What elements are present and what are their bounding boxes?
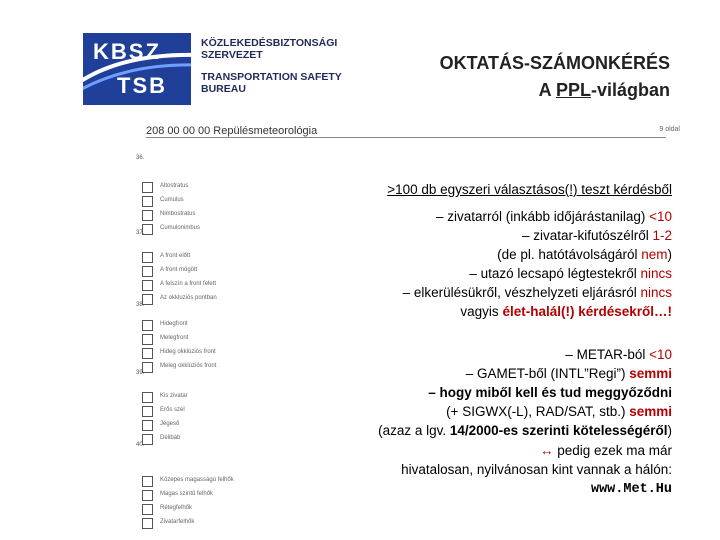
item-text: (+ SIGWX(-L), RAD/SAT, stb.) bbox=[446, 404, 630, 419]
item-end: ) bbox=[667, 423, 672, 438]
intro-line bbox=[387, 181, 672, 198]
question-number: 36. bbox=[136, 155, 145, 161]
arrow-icon: ↔ bbox=[539, 443, 554, 458]
item-value: nem bbox=[641, 247, 668, 262]
met-hu-link[interactable]: www.Met.Hu bbox=[590, 482, 672, 497]
question-number: 37. bbox=[136, 230, 145, 236]
item-text: – utazó lecsapó légtestekről bbox=[469, 266, 641, 281]
answer-checkbox[interactable] bbox=[142, 490, 153, 501]
answer-option: Cumulonimbus bbox=[160, 225, 201, 231]
answer-checkbox[interactable] bbox=[142, 348, 153, 359]
answer-option: Magas szintű felhők bbox=[160, 491, 214, 497]
org-en-line2: BUREAU bbox=[201, 83, 246, 95]
answer-option: Meleg okklúziós front bbox=[160, 363, 217, 369]
item-value: <10 bbox=[649, 209, 672, 224]
item-zivatar bbox=[436, 208, 672, 225]
page-title: OKTATÁS-SZÁMONKÉRÉS bbox=[439, 53, 670, 73]
answer-checkbox[interactable] bbox=[142, 406, 153, 417]
item-pedig bbox=[540, 442, 672, 459]
item-text: – GAMET-ből (INTL”Regi”) bbox=[465, 366, 630, 381]
question-number: 40. bbox=[136, 442, 145, 448]
answer-checkbox[interactable] bbox=[142, 504, 153, 515]
form-header-page: 9 oldal bbox=[659, 126, 680, 133]
item-text: – elkerülésükről, vészhelyzeti eljárásról bbox=[402, 285, 641, 300]
item-legtestek bbox=[469, 265, 672, 282]
answer-option: Hidegfront bbox=[160, 321, 188, 327]
answer-option: A front mögött bbox=[160, 267, 198, 273]
answer-option: Az okkluziós pontban bbox=[160, 295, 217, 301]
item-text: vagyis bbox=[460, 304, 503, 319]
item-elet-halal bbox=[460, 303, 672, 320]
subtitle-suffix: -világban bbox=[590, 80, 670, 100]
item-value: élet-halál(!) kérdésekről…! bbox=[502, 304, 672, 319]
answer-option: A front előtt bbox=[160, 253, 191, 259]
intro-suffix: ből bbox=[653, 182, 672, 197]
answer-option: Rétegfelhők bbox=[160, 505, 193, 511]
answer-option: Jégeső bbox=[160, 421, 180, 427]
answer-checkbox[interactable] bbox=[142, 320, 153, 331]
answer-checkbox[interactable] bbox=[142, 476, 153, 487]
item-hatotav bbox=[497, 246, 672, 263]
answer-checkbox[interactable] bbox=[142, 196, 153, 207]
answer-checkbox[interactable] bbox=[142, 518, 153, 529]
question-number: 39. bbox=[136, 370, 145, 376]
answer-option: Altostratus bbox=[160, 183, 189, 189]
answer-checkbox[interactable] bbox=[142, 392, 153, 403]
item-text: – METAR-ból bbox=[565, 347, 650, 362]
answer-checkbox[interactable] bbox=[142, 334, 153, 345]
logo-text-tsb: TSB bbox=[117, 73, 167, 98]
item-elkerules bbox=[403, 284, 672, 301]
item-metar bbox=[565, 346, 672, 363]
answer-checkbox[interactable] bbox=[142, 252, 153, 263]
answer-checkbox[interactable] bbox=[142, 420, 153, 431]
item-gamet bbox=[466, 365, 672, 382]
answer-option: A felszín a front felett bbox=[160, 281, 217, 287]
subtitle-prefix: A bbox=[538, 80, 556, 100]
item-value: 14/2000-es szerinti kötelességéről bbox=[449, 423, 668, 438]
org-name-hu bbox=[201, 37, 337, 61]
answer-option: Zivatarfelhők bbox=[160, 519, 195, 525]
form-header: 208 00 00 00 Repülésmeteorológia bbox=[146, 125, 666, 138]
item-sigwx bbox=[446, 403, 672, 420]
item-text: (de pl. hatótávolságáról bbox=[497, 247, 642, 262]
item-end: ) bbox=[667, 247, 672, 262]
answer-option: Közepes magasságú felhők bbox=[160, 477, 234, 483]
answer-option: Cumulus bbox=[160, 197, 184, 203]
item-official: hivatalosan, nyilvánosan kint vannak a hálón: bbox=[401, 462, 672, 477]
answer-option: Melegfront bbox=[160, 335, 189, 341]
answer-checkbox[interactable] bbox=[142, 266, 153, 277]
org-hu-line1: KÖZLEKEDÉSBIZTONSÁGI bbox=[201, 37, 338, 49]
kbsz-logo bbox=[83, 33, 191, 105]
intro-text: >100 db egyszeri választásos(!) teszt kérdés bbox=[387, 182, 654, 197]
item-lgv bbox=[378, 422, 672, 439]
item-value: nincs bbox=[640, 285, 672, 300]
answer-option: Erős szél bbox=[160, 407, 185, 413]
item-text: – zivatar-kifutószélről bbox=[521, 228, 653, 243]
item-value: semmi bbox=[629, 404, 672, 419]
item-kifutoszel bbox=[522, 227, 672, 244]
item-value: nincs bbox=[640, 266, 672, 281]
org-hu-line2: SZERVEZET bbox=[201, 49, 263, 61]
item-text: (azaz a lgv. bbox=[378, 423, 450, 438]
answer-option: Hideg okklúziós front bbox=[160, 349, 216, 355]
org-name-en bbox=[201, 71, 342, 95]
answer-option: Nimbostratus bbox=[160, 211, 196, 217]
answer-checkbox[interactable] bbox=[142, 210, 153, 221]
answer-option: Délibáb bbox=[160, 435, 181, 441]
subtitle-ppl: PPL bbox=[555, 80, 591, 100]
item-value: <10 bbox=[649, 347, 672, 362]
logo-text-kbsz: KBSZ bbox=[93, 39, 161, 64]
answer-checkbox[interactable] bbox=[142, 280, 153, 291]
question-number: 38. bbox=[136, 302, 145, 308]
item-text: – zivatarról (inkább időjárástanilag) bbox=[435, 209, 650, 224]
item-value: semmi bbox=[629, 366, 672, 381]
item-text: pedig ezek ma már bbox=[553, 443, 672, 458]
answer-option: Kis zivatar bbox=[160, 393, 188, 399]
answer-checkbox[interactable] bbox=[142, 182, 153, 193]
page-subtitle bbox=[539, 80, 670, 101]
item-check: – hogy miből kell és tud meggyőződni bbox=[428, 385, 672, 400]
org-en-line1: TRANSPORTATION SAFETY bbox=[201, 71, 342, 83]
item-value: 1-2 bbox=[652, 228, 672, 243]
